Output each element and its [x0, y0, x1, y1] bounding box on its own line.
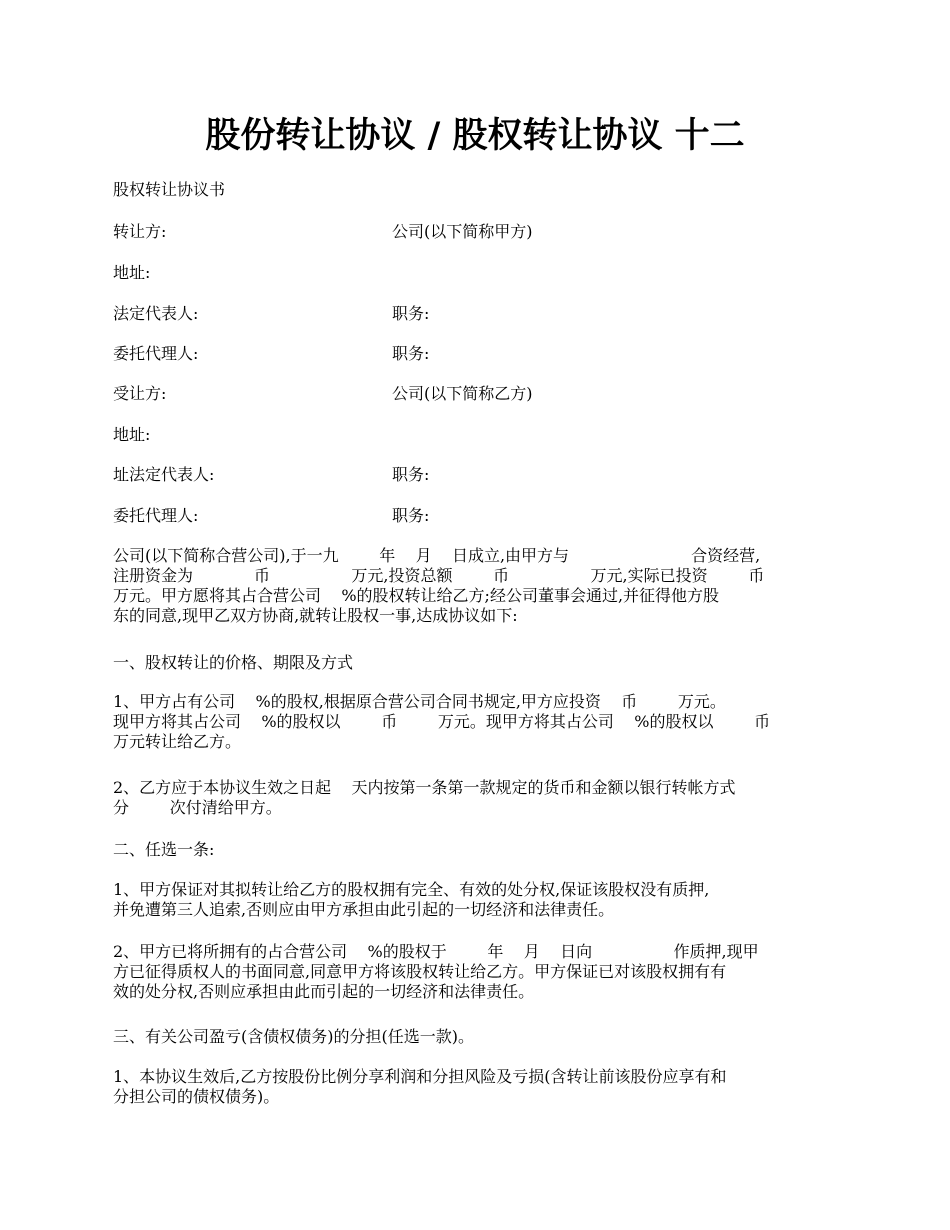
paragraph-line: 公司(以下简称合营公司),于一九 年 月 日成立,由甲方与 合资经营, [113, 546, 761, 565]
agent2-row [113, 506, 841, 526]
paragraph-line: 方已征得质权人的书面同意,同意甲方将该股权转让给乙方。甲方保证已对该股权拥有有 [113, 962, 727, 981]
paragraph-line: 万元。甲方愿将其占合营公司 %的股权转让给乙方;经公司董事会通过,并征得他方股 [113, 586, 720, 605]
agent1-row [113, 344, 841, 364]
document-title: 股份转让协议 / 股权转让协议 十二 [205, 115, 745, 156]
transferee-label: 受让方: [113, 384, 167, 403]
paragraph-line: 并免遭第三人追索,否则应由甲方承担由此引起的一切经济和法律责任。 [113, 900, 615, 919]
legal-rep1-duty: 职务: [392, 304, 430, 323]
transferee-value: 公司(以下简称乙方) [392, 384, 533, 403]
paragraph-line: 注册资金为 币 万元,投资总额 币 万元,实际已投资 币 [113, 566, 765, 585]
transferor-row [113, 222, 841, 242]
agent2-duty: 职务: [392, 506, 430, 525]
intro-paragraph [113, 546, 841, 626]
section1-paragraph2 [113, 778, 841, 818]
paragraph-line: 1、本协议生效后,乙方按股份比例分享利润和分担风险及亏损(含转让前该股份应享有和 [113, 1067, 727, 1086]
paragraph-line: 分 次付清给甲方。 [113, 798, 282, 817]
transferor-value: 公司(以下简称甲方) [392, 222, 533, 241]
document-heading: 股权转让协议书 [113, 180, 226, 199]
paragraph-line: 万元转让给乙方。 [113, 732, 242, 751]
paragraph-line: 2、甲方已将所拥有的占合营公司 %的股权于 年 月 日向 作质押,现甲 [113, 942, 759, 961]
paragraph-line: 1、甲方保证对其拟转让给乙方的股权拥有完全、有效的处分权,保证该股权没有质押, [113, 880, 710, 899]
section3-paragraph1 [113, 1067, 841, 1107]
agent2-label: 委托代理人: [113, 506, 199, 525]
transferor-label: 转让方: [113, 222, 167, 241]
address2-label: 地址: [113, 425, 151, 444]
paragraph-line: 东的同意,现甲乙双方协商,就转让股权一事,达成协议如下: [113, 606, 518, 625]
legal-rep2-duty: 职务: [392, 465, 430, 484]
agent1-label: 委托代理人: [113, 344, 199, 363]
section2-paragraph2 [113, 942, 841, 1002]
section2-title: 二、任选一条: [113, 840, 215, 859]
paragraph-line: 效的处分权,否则应承担由此而引起的一切经济和法律责任。 [113, 982, 535, 1001]
section3-title: 三、有关公司盈亏(含债权债务)的分担(任选一款)。 [113, 1027, 474, 1046]
section2-paragraph1 [113, 880, 841, 920]
legal-rep1-label: 法定代表人: [113, 304, 199, 323]
section1-paragraph1 [113, 692, 841, 752]
legal-rep2-label: 址法定代表人: [113, 465, 215, 484]
transferee-row [113, 384, 841, 404]
paragraph-line: 现甲方将其占公司 %的股权以 币 万元。现甲方将其占公司 %的股权以 币 [113, 712, 771, 731]
legal-rep1-row [113, 304, 841, 324]
paragraph-line: 分担公司的债权债务)。 [113, 1087, 280, 1106]
section1-title: 一、股权转让的价格、期限及方式 [113, 653, 354, 672]
paragraph-line: 1、甲方占有公司 %的股权,根据原合营公司合同书规定,甲方应投资 币 万元。 [113, 692, 726, 711]
legal-rep2-row [113, 465, 841, 485]
address1-label: 地址: [113, 263, 151, 282]
paragraph-line: 2、乙方应于本协议生效之日起 天内按第一条第一款规定的货币和金额以银行转帐方式 [113, 778, 736, 797]
agent1-duty: 职务: [392, 344, 430, 363]
